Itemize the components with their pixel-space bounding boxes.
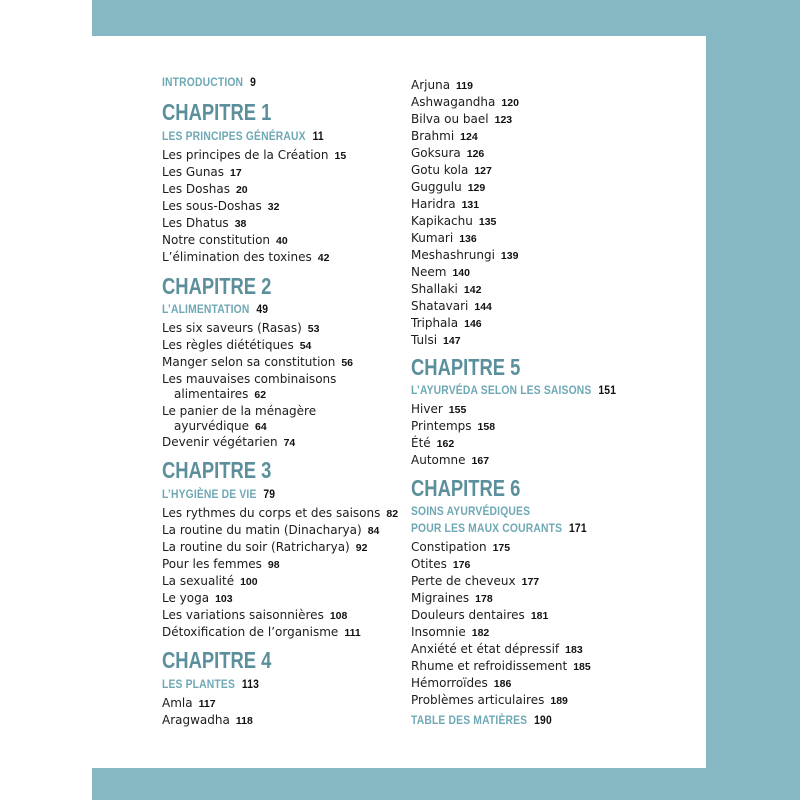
entry-label: Constipation: [411, 540, 487, 554]
entry-label: Les six saveurs (Rasas): [162, 321, 302, 335]
page-number: 155: [448, 404, 467, 416]
page-number: 182: [471, 627, 490, 639]
chapter-4-title: CHAPITRE 4: [162, 647, 272, 673]
entry-label: Brahmi: [411, 129, 455, 143]
toc-entry[interactable]: [411, 333, 461, 347]
page-number: 17: [230, 167, 242, 179]
page-number: 113: [241, 677, 260, 691]
entry-label: Haridra: [411, 197, 456, 211]
entry-label: Bilva ou bael: [411, 112, 489, 126]
page-number: 119: [456, 80, 473, 92]
page-number: 40: [276, 235, 288, 247]
entry-label: Les mauvaises combinaisons: [162, 372, 337, 386]
page-number: 54: [299, 340, 312, 352]
entry-label: Shatavari: [411, 299, 469, 313]
toc-entry[interactable]: [411, 197, 479, 211]
page-number: 129: [467, 182, 486, 194]
page-number: 38: [234, 218, 247, 230]
page-number: 100: [240, 576, 258, 588]
toc-entry[interactable]: [162, 372, 336, 386]
entry-label: Meshashrungi: [411, 248, 495, 262]
toc-entry[interactable]: [411, 453, 489, 467]
toc-entry[interactable]: [411, 436, 454, 450]
toc-entry[interactable]: [162, 625, 361, 639]
page-number: 183: [565, 644, 583, 656]
toc-entry[interactable]: [162, 557, 280, 571]
chapter-6-section-line1[interactable]: SOINS AYURVÉDIQUES: [411, 504, 531, 518]
entry-label: Shallaki: [411, 282, 458, 296]
toc-entry[interactable]: [162, 506, 398, 520]
chapter-4-section[interactable]: [162, 677, 259, 691]
entry-label: Kumari: [411, 231, 454, 245]
toc-entry[interactable]: [162, 199, 279, 213]
page-number: 181: [530, 610, 549, 622]
introduction-page: 9: [250, 75, 256, 89]
page-number: 136: [459, 233, 477, 245]
page-number: 144: [474, 301, 492, 313]
frame-bottom-band: [92, 768, 800, 800]
toc-introduction[interactable]: [162, 75, 256, 89]
page-number: 126: [466, 148, 485, 160]
toc-entry[interactable]: [411, 248, 518, 262]
entry-label: Le yoga: [162, 591, 210, 605]
entry-label: Aragwadha: [162, 713, 230, 727]
toc-entry[interactable]: [411, 402, 466, 416]
toc-entry[interactable]: [411, 112, 512, 126]
page-number: 167: [471, 455, 490, 467]
toc-entry[interactable]: [411, 282, 481, 296]
introduction-label: INTRODUCTION: [162, 75, 244, 89]
chapter-2-section[interactable]: [162, 302, 268, 316]
page-number: 171: [569, 521, 587, 535]
page-number: 175: [492, 542, 511, 554]
entry-label: L’HYGIÈNE DE VIE: [162, 487, 257, 501]
toc-entry[interactable]: [411, 659, 591, 673]
chapter-3-section[interactable]: [162, 487, 275, 501]
page-number: 158: [477, 421, 496, 433]
toc-entry[interactable]: [411, 146, 484, 160]
toc-entry[interactable]: [162, 355, 353, 369]
entry-label: Perte de cheveux: [411, 574, 516, 588]
entry-label: Les Doshas: [162, 182, 230, 196]
entry-label: Goksura: [411, 146, 461, 160]
entry-label: Triphala: [411, 316, 459, 330]
toc-entry[interactable]: [411, 625, 489, 639]
entry-label: Devenir végétarien: [162, 435, 278, 449]
entry-label: Guggulu: [411, 180, 462, 194]
entry-label: L’AYURVÉDA SELON LES SAISONS: [411, 383, 592, 397]
page-number: 74: [283, 437, 296, 449]
entry-label: Notre constitution: [162, 233, 271, 247]
entry-label: Été: [411, 436, 431, 450]
toc-entry[interactable]: [411, 642, 583, 656]
toc-entry[interactable]: [411, 163, 492, 177]
toc-entry[interactable]: [411, 574, 539, 588]
page-number: 131: [461, 199, 480, 211]
toc-entry[interactable]: [162, 713, 253, 727]
entry-label: TABLE DES MATIÈRES: [411, 713, 528, 727]
entry-label: Gotu kola: [411, 163, 469, 177]
entry-label: Amla: [162, 696, 193, 710]
page-number: 49: [256, 302, 269, 316]
page-number: 103: [215, 593, 233, 605]
page-number: 185: [573, 661, 591, 673]
entry-label: L’ALIMENTATION: [162, 302, 250, 316]
page-number: 84: [367, 525, 380, 537]
page-number: 186: [493, 678, 512, 690]
section-page: 11: [312, 129, 324, 143]
entry-label: Otites: [411, 557, 447, 571]
toc-entry[interactable]: [411, 591, 493, 605]
toc-entry[interactable]: [411, 557, 470, 571]
toc-entry[interactable]: [162, 591, 233, 605]
page-number: 53: [307, 323, 320, 335]
entry-label: Manger selon sa constitution: [162, 355, 336, 369]
entry-label: alimentaires: [174, 387, 249, 401]
chapter-1-section[interactable]: [162, 129, 324, 143]
page-number: 56: [341, 357, 354, 369]
toc-entry[interactable]: [162, 338, 311, 352]
chapter-3-title: CHAPITRE 3: [162, 457, 272, 483]
page-number: 178: [475, 593, 493, 605]
entry-label: Hémorroïdes: [411, 676, 488, 690]
toc-entry[interactable]: [411, 316, 482, 330]
page-number: 151: [598, 383, 617, 397]
toc-entry[interactable]: [162, 523, 379, 537]
entry-label: Arjuna: [411, 78, 451, 92]
entry-label: Neem: [411, 265, 447, 279]
toc-entry[interactable]: [162, 148, 346, 162]
page-number: 79: [263, 487, 276, 501]
toc-entry[interactable]: [162, 404, 316, 418]
page-number: 142: [463, 284, 482, 296]
entry-label: Insomnie: [411, 625, 466, 639]
toc-entry[interactable]: [162, 608, 347, 622]
page-number: 190: [534, 713, 552, 727]
entry-label: La sexualité: [162, 574, 235, 588]
entry-label: Ashwagandha: [411, 95, 496, 109]
toc-entry[interactable]: [411, 78, 473, 92]
toc-entry[interactable]: [162, 165, 242, 179]
page-number: 140: [452, 267, 470, 279]
entry-label: Détoxification de l’organisme: [162, 625, 339, 639]
toc-entry[interactable]: [162, 321, 319, 335]
page-number: 146: [464, 318, 482, 330]
toc-entry[interactable]: [411, 180, 485, 194]
page-number: 162: [436, 438, 455, 450]
toc-entry[interactable]: [411, 693, 568, 707]
toc-entry[interactable]: [411, 214, 496, 228]
toc-entry[interactable]: [162, 435, 295, 449]
page-number: 32: [267, 201, 280, 213]
page-number: 64: [255, 421, 267, 433]
page-number: 111: [344, 627, 361, 639]
entry-label: Douleurs dentaires: [411, 608, 525, 622]
toc-page: [92, 36, 706, 768]
entry-label: La routine du soir (Ratricharya): [162, 540, 350, 554]
toc-entry[interactable]: [411, 419, 495, 433]
page-number: 124: [460, 131, 478, 143]
page-number: 117: [198, 698, 216, 710]
page-number: 92: [355, 542, 368, 554]
toc-entry[interactable]: [162, 182, 248, 196]
frame-right-band: [706, 0, 800, 800]
toc-entry[interactable]: [162, 574, 258, 588]
toc-entry[interactable]: [411, 608, 548, 622]
entry-label: POUR LES MAUX COURANTS: [411, 521, 563, 535]
entry-label: Pour les femmes: [162, 557, 262, 571]
page-number: 147: [443, 335, 461, 347]
entry-label: Les Dhatus: [162, 216, 229, 230]
toc-entry[interactable]: [162, 233, 288, 247]
page-number: 62: [254, 389, 267, 401]
toc-entry[interactable]: [162, 250, 329, 264]
entry-label: Automne: [411, 453, 466, 467]
entry-label: Les rythmes du corps et des saisons: [162, 506, 381, 520]
entry-label: Migraines: [411, 591, 470, 605]
page-number: 177: [521, 576, 540, 588]
page-number: 189: [550, 695, 568, 707]
toc-entry[interactable]: [162, 216, 246, 230]
toc-table-des-matieres[interactable]: [411, 713, 552, 727]
entry-label: Les sous-Doshas: [162, 199, 262, 213]
toc-entry[interactable]: [162, 540, 367, 554]
entry-label: Tulsi: [411, 333, 438, 347]
entry-label: Rhume et refroidissement: [411, 659, 568, 673]
entry-label: La routine du matin (Dinacharya): [162, 523, 362, 537]
page-number: 42: [317, 252, 330, 264]
page-number: 98: [267, 559, 280, 571]
toc-entry[interactable]: [162, 696, 216, 710]
entry-label: Les variations saisonnières: [162, 608, 324, 622]
page-number: 139: [500, 250, 519, 262]
page-number: 120: [501, 97, 519, 109]
page-number: 15: [334, 150, 347, 162]
toc-entry[interactable]: [411, 540, 510, 554]
entry-label: Kapikachu: [411, 214, 473, 228]
entry-label: ayurvédique: [174, 419, 250, 433]
entry-label: Les principes de la Création: [162, 148, 329, 162]
toc-entry[interactable]: [411, 676, 511, 690]
entry-label: Printemps: [411, 419, 472, 433]
page-number: 20: [235, 184, 248, 196]
chapter-6-title: CHAPITRE 6: [411, 475, 521, 501]
page-number: 123: [494, 114, 513, 126]
entry-label: Les règles diététiques: [162, 338, 294, 352]
entry-label: Hiver: [411, 402, 443, 416]
page-number: 176: [452, 559, 471, 571]
toc-entry-continued[interactable]: [162, 419, 267, 433]
entry-label: LES PLANTES: [162, 677, 236, 691]
chapter-2-title: CHAPITRE 2: [162, 273, 272, 299]
chapter-5-section[interactable]: [411, 383, 616, 397]
toc-entry[interactable]: [411, 129, 478, 143]
frame-top-band: [92, 0, 706, 36]
chapter-5-title: CHAPITRE 5: [411, 354, 521, 380]
page-number: 118: [235, 715, 253, 727]
entry-label: Anxiété et état dépressif: [411, 642, 560, 656]
page-number: 108: [329, 610, 348, 622]
toc-entry[interactable]: [411, 299, 492, 313]
toc-entry[interactable]: [411, 265, 470, 279]
page-number: 82: [386, 508, 399, 520]
entry-label: Les Gunas: [162, 165, 225, 179]
entry-label: Problèmes articulaires: [411, 693, 545, 707]
chapter-6-section-line2[interactable]: [411, 521, 587, 535]
page-number: 135: [478, 216, 497, 228]
chapter-1-title: CHAPITRE 1: [162, 99, 272, 125]
section-label: LES PRINCIPES GÉNÉRAUX: [162, 129, 306, 143]
page-number: 127: [474, 165, 492, 177]
toc-entry[interactable]: [411, 95, 519, 109]
toc-entry[interactable]: [411, 231, 477, 245]
entry-label: Le panier de la ménagère: [162, 404, 317, 418]
toc-entry-continued[interactable]: [162, 387, 266, 401]
entry-label: L’élimination des toxines: [162, 250, 312, 264]
